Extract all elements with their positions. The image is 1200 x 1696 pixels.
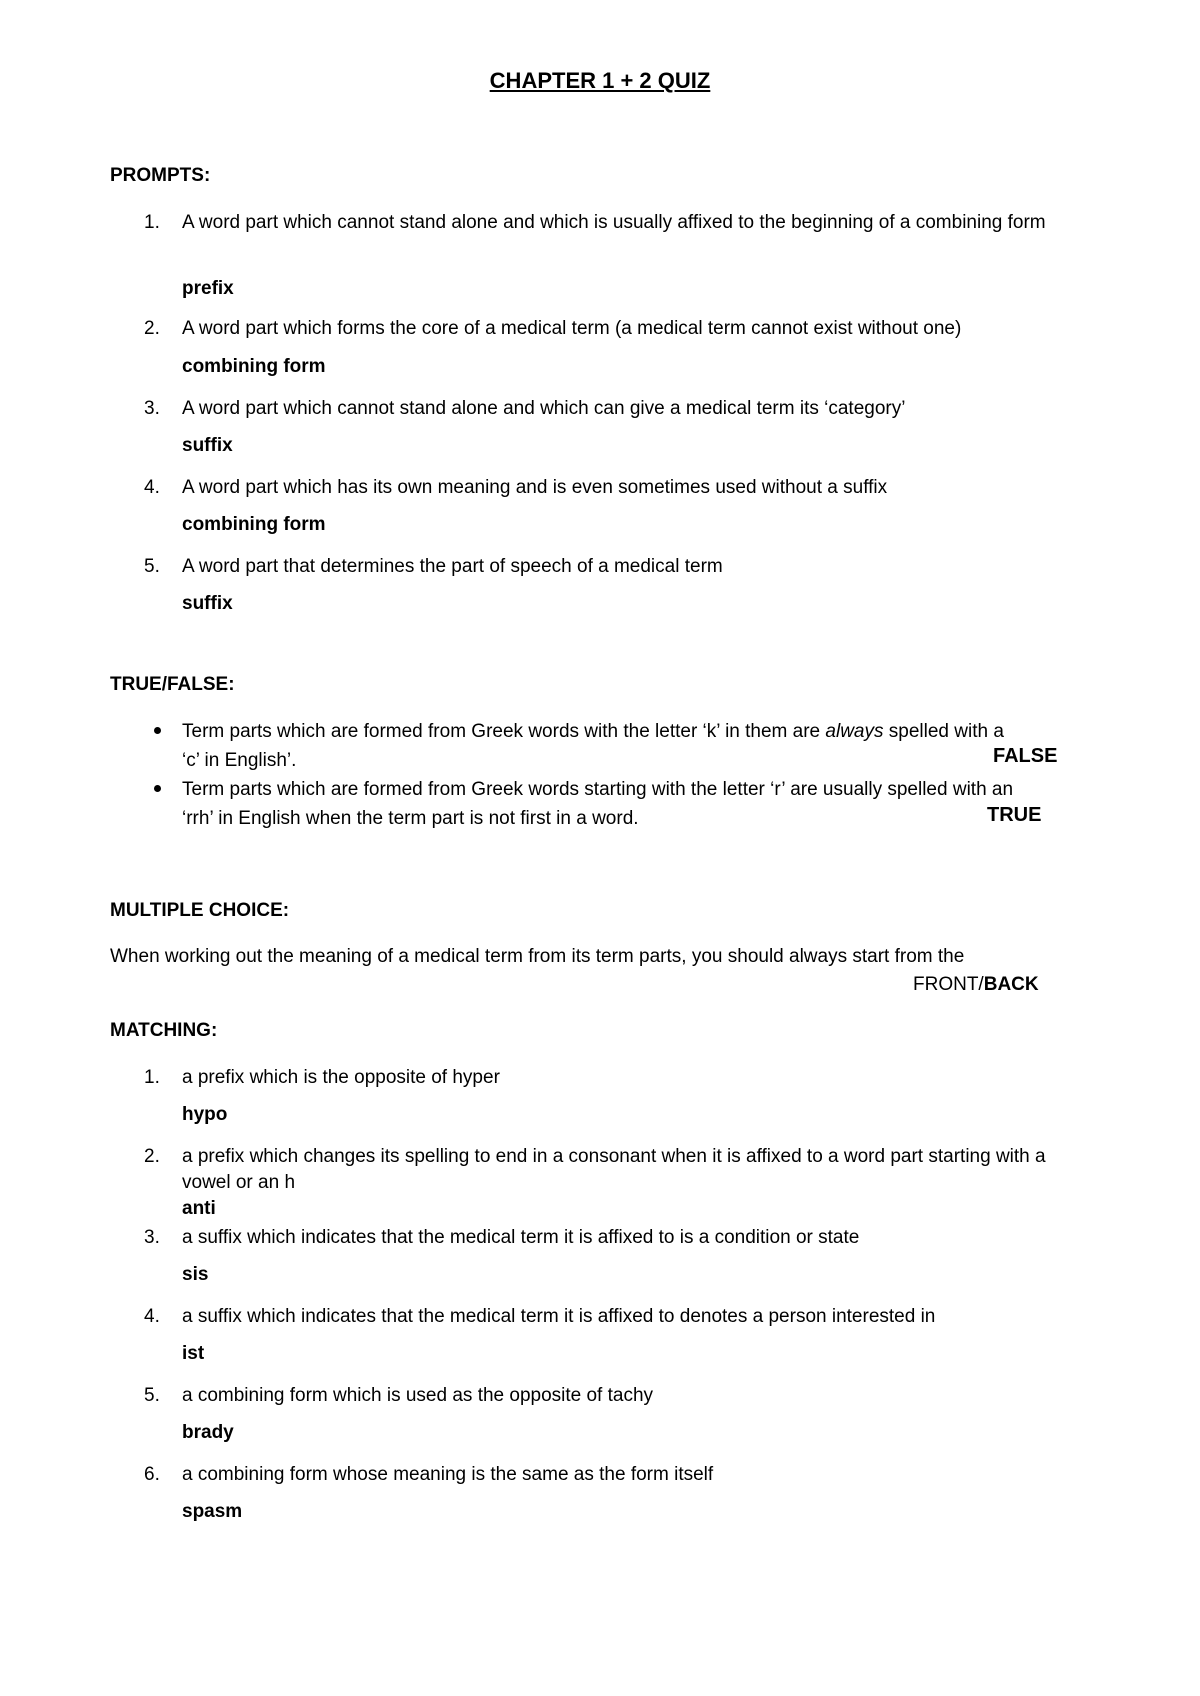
- prompt-number: 2.: [144, 318, 160, 339]
- matching-question: a combining form which is used as the opposite of tachy: [182, 1385, 654, 1406]
- prompt-question: A word part which has its own meaning and is even sometimes used without a suffix: [182, 477, 888, 498]
- matching-answer: brady: [182, 1422, 234, 1443]
- matching-answer: ist: [182, 1343, 205, 1364]
- option-front: FRONT/: [913, 974, 984, 995]
- matching-number: 6.: [144, 1464, 160, 1485]
- document-title: CHAPTER 1 + 2 QUIZ: [489, 68, 711, 93]
- prompt-number: 4.: [144, 477, 160, 498]
- matching-question: a prefix which is the opposite of hyper: [182, 1067, 500, 1088]
- multiple-choice-heading: MULTIPLE CHOICE:: [110, 900, 290, 921]
- statement-text: spelled with a: [883, 721, 1004, 742]
- matching-question: a suffix which indicates that the medical term it is affixed to is a condition or state: [182, 1227, 860, 1248]
- matching-heading: MATCHING:: [110, 1020, 218, 1041]
- statement-text: ‘rrh’ in English when the term part is not first in a word.: [182, 808, 639, 829]
- matching-number: 2.: [144, 1146, 160, 1167]
- prompt-question: A word part which cannot stand alone and which can give a medical term its ‘category’: [182, 398, 906, 419]
- true-false-statement: [182, 775, 1097, 833]
- prompts-heading: PROMPTS:: [110, 165, 211, 186]
- matching-number: 1.: [144, 1067, 160, 1088]
- true-false-answer: TRUE: [987, 804, 1042, 826]
- matching-question: a combining form whose meaning is the same as the form itself: [182, 1464, 714, 1485]
- statement-text: Term parts which are formed from Greek words starting with the letter ‘r’ are usually spelled with an: [182, 779, 1014, 800]
- prompt-answer: combining form: [182, 514, 326, 535]
- statement-emphasis: always: [825, 721, 884, 742]
- multiple-choice-question: When working out the meaning of a medical term from its term parts, you should always start from the: [110, 946, 965, 967]
- true-false-answer: FALSE: [993, 745, 1058, 767]
- prompt-number: 1.: [144, 212, 160, 233]
- prompt-answer: suffix: [182, 435, 233, 456]
- bullet-icon: [154, 785, 161, 792]
- matching-number: 3.: [144, 1227, 160, 1248]
- matching-answer: spasm: [182, 1501, 243, 1522]
- prompt-question: A word part which forms the core of a medical term (a medical term cannot exist without one): [182, 318, 962, 339]
- option-back: BACK: [983, 974, 1039, 995]
- prompt-question: A word part which cannot stand alone and which is usually affixed to the beginning of a combining form: [182, 212, 1046, 233]
- matching-answer: hypo: [182, 1104, 228, 1125]
- statement-text: ‘c’ in English’.: [182, 750, 297, 771]
- matching-answer: anti: [182, 1198, 216, 1219]
- prompt-question: A word part that determines the part of speech of a medical term: [182, 556, 723, 577]
- true-false-heading: TRUE/FALSE:: [110, 674, 235, 695]
- matching-question: a suffix which indicates that the medical term it is affixed to denotes a person interested in: [182, 1306, 936, 1327]
- matching-number: 4.: [144, 1306, 160, 1327]
- prompt-number: 3.: [144, 398, 160, 419]
- bullet-icon: [154, 727, 161, 734]
- matching-number: 5.: [144, 1385, 160, 1406]
- prompt-answer: suffix: [182, 593, 233, 614]
- true-false-statement: [182, 717, 1097, 775]
- matching-question: a prefix which changes its spelling to end in a consonant when it is affixed to a word part starting with a vowel or an h: [182, 1146, 1046, 1193]
- prompt-number: 5.: [144, 556, 160, 577]
- multiple-choice-answer: [913, 974, 1039, 996]
- statement-text: Term parts which are formed from Greek words with the letter ‘k’ in them are: [182, 721, 826, 742]
- prompt-answer: prefix: [182, 278, 234, 299]
- prompt-answer: combining form: [182, 356, 326, 377]
- matching-answer: sis: [182, 1264, 209, 1285]
